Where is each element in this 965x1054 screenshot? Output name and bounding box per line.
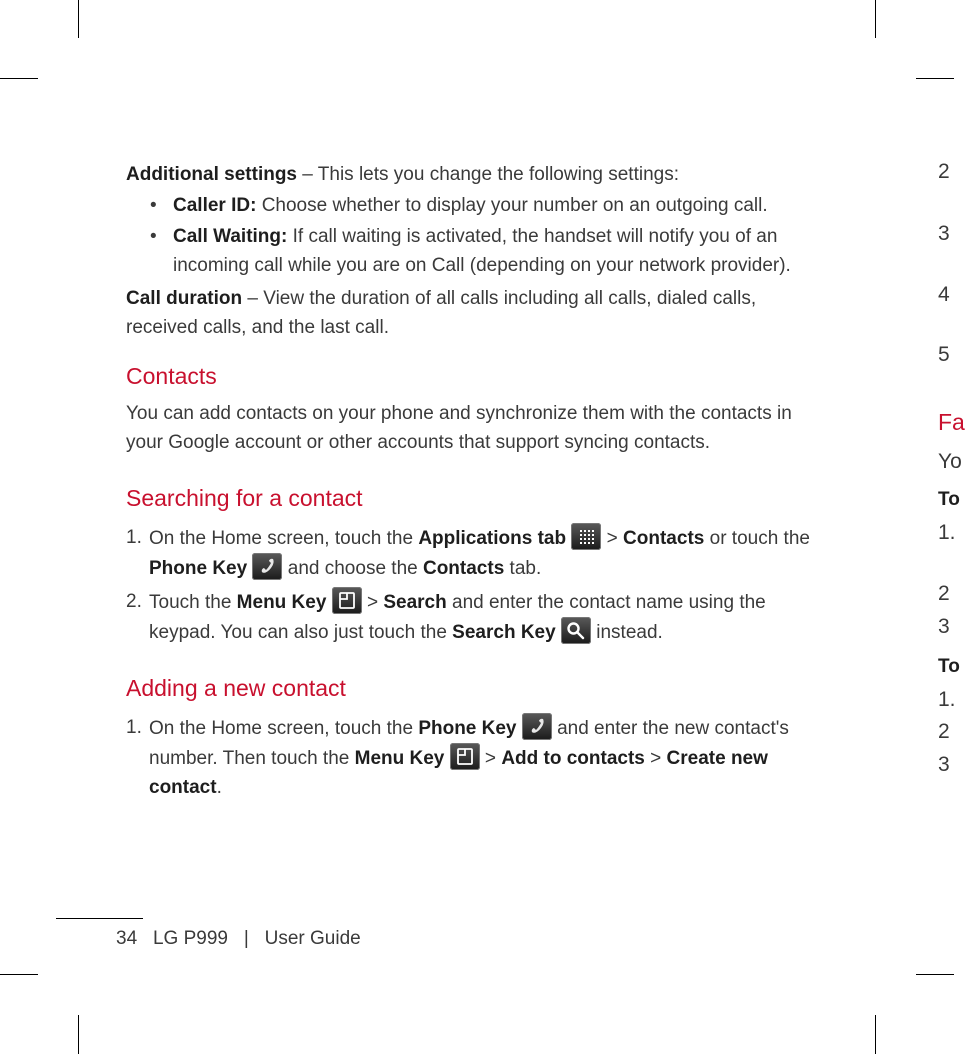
step-text: and enter the new contact's number. Then touch the [149,718,789,769]
footer-rule [56,918,143,919]
settings-list [126,191,816,280]
add-to-contacts-label: Add to contacts [501,748,645,769]
edge-text: 2 [938,582,950,605]
step-text: > [479,748,502,769]
step-number: 1. [126,527,142,548]
call-waiting-text: If call waiting is activated, the handset will notify you of an incoming call while you are on Call (depending on your network provider). [173,226,791,276]
caller-id-term: Caller ID: [173,195,257,216]
call-duration-paragraph [126,284,816,342]
edge-text: To [938,656,960,677]
menu-key-label: Menu Key [354,748,445,769]
step-text: > [361,592,384,613]
edge-text: 2 [938,160,950,183]
footer-separator: | [243,928,249,949]
list-item [126,191,816,220]
step-text: On the Home screen, touch the [149,528,419,549]
edge-heading: Fa [938,409,965,435]
search-label: Search [383,592,447,613]
step-text: tab. [504,558,542,579]
edge-text: 3 [938,222,950,245]
step-number: 1. [126,717,142,738]
list-item [126,222,816,280]
add-step-1 [126,713,816,802]
call-duration-text: – View the duration of all calls including all calls, dialed calls, received calls, and the last call. [126,288,757,338]
crop-mark [0,78,38,79]
next-page-edge [938,0,965,1054]
step-text: and choose the [282,558,423,579]
step-text: and enter the contact name using the keypad. You can also just touch the [149,592,766,643]
caller-id-text: Choose whether to display your number on an outgoing call. [256,195,768,216]
adding-heading: Adding a new contact [126,675,346,701]
step-text: . [216,777,222,798]
guide-title: User Guide [264,928,361,949]
crop-mark [0,974,38,975]
step-text: > [601,528,624,549]
contacts-tab-label: Contacts [422,558,505,579]
additional-settings-text: – This lets you change the following settings: [297,164,679,185]
menu-key-label: Menu Key [236,592,327,613]
bullet-dot: • [150,195,157,216]
step-text: > [644,748,667,769]
edge-text: 1. [938,521,956,544]
step-number: 2. [126,591,142,612]
step-text: instead. [590,622,663,643]
contacts-paragraph: You can add contacts on your phone and synchronize them with the contacts in your Google account or other accounts that support syncing contacts. [126,403,792,453]
search-key-label: Search Key [452,622,556,643]
edge-text: 5 [938,343,950,366]
edge-text: 1. [938,688,956,711]
edge-text: Yo [938,450,962,473]
bullet-dot: • [150,226,157,247]
contacts-label: Contacts [623,528,705,549]
edge-text: 3 [938,615,950,638]
page-content [126,160,816,806]
crop-mark [78,1015,79,1054]
model-name: LG P999 [152,928,228,949]
step-text: or touch the [704,528,810,549]
edge-text: 2 [938,720,950,743]
additional-settings-paragraph [126,160,816,189]
menu-icon [450,743,480,770]
search-step-1 [126,523,816,583]
create-new-contact-label: Create new contact [149,748,768,798]
phone-key-label: Phone Key [418,718,517,739]
search-icon [561,617,591,644]
phone-key-label: Phone Key [149,558,248,579]
call-duration-term: Call duration [126,288,243,309]
edge-text: 3 [938,753,950,776]
call-waiting-term: Call Waiting: [173,226,288,247]
crop-mark [78,0,79,38]
crop-mark [875,0,876,38]
edge-text: 4 [938,283,950,306]
grid-icon [571,523,601,550]
contacts-heading: Contacts [126,363,217,389]
page-footer [116,928,361,950]
additional-settings-term: Additional settings [126,164,297,185]
searching-heading: Searching for a contact [126,485,363,511]
menu-icon [332,587,362,614]
step-text: Touch the [149,592,237,613]
phone-icon [252,553,282,580]
applications-tab-label: Applications tab [418,528,567,549]
edge-text: To [938,489,960,510]
step-text: On the Home screen, touch the [149,718,419,739]
page-number: 34 [116,928,138,949]
phone-icon [522,713,552,740]
search-step-2 [126,587,816,647]
crop-mark [875,1015,876,1054]
